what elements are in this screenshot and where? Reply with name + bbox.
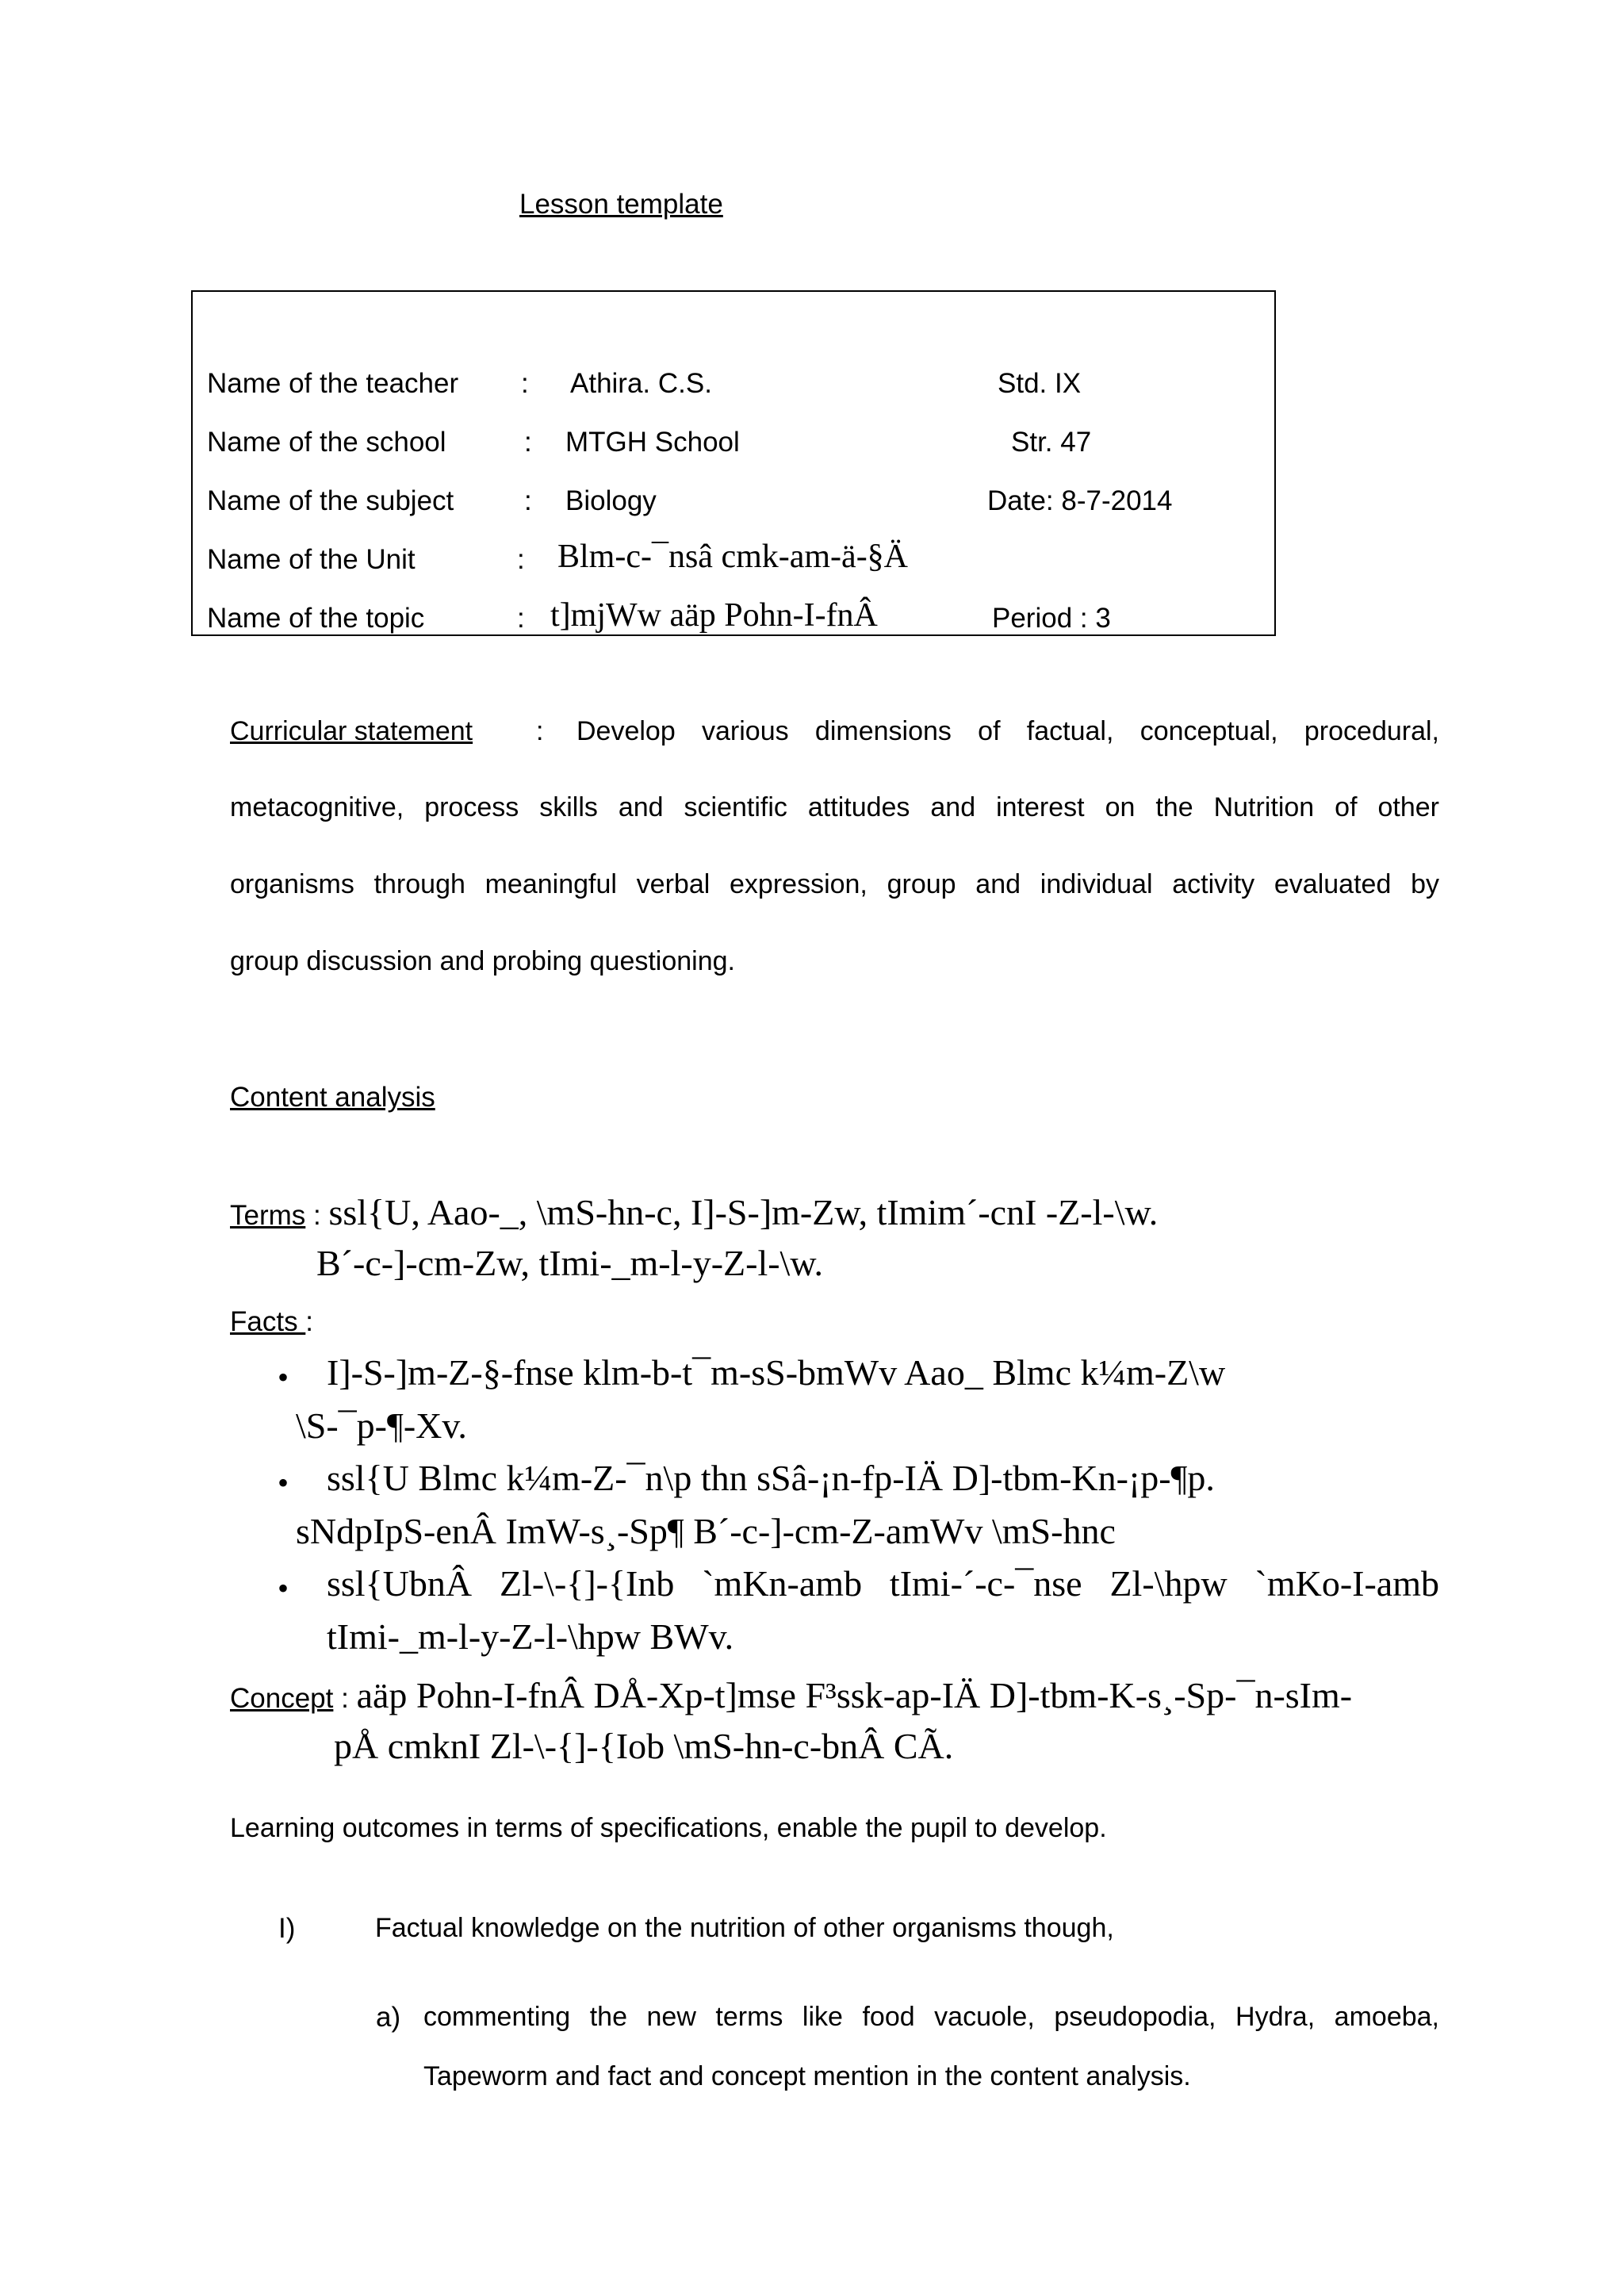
fact-3-line-2: tImi-_m-l-y-Z-l-\hpw BWv. [327,1616,734,1657]
bullet-icon: • [278,1465,289,1501]
teacher-value: Athira. C.S. [570,368,712,399]
concept-label: Concept [230,1683,334,1714]
curricular-label: Curricular statement [230,716,473,746]
concept-text-2: pÅ cmknI Zl-\-{]-{Iob \mS-hn-c-bnÂ CÃ. [334,1726,954,1766]
facts-separator: : [305,1306,314,1337]
fact-3-line-1: ssl{UbnÂ Zl-\-{]-{Inb `mKn-amb tImi-´-c-¯nse Zl-\hpw `mKo-I-amb [327,1563,1439,1604]
topic-label: Name of the topic [207,603,425,634]
sub-item-line-1: commenting the new terms like food vacuole, pseudopodia, Hydra, amoeba, [423,2002,1439,2032]
facts-label: Facts [230,1306,306,1337]
terms-separator: : [305,1200,329,1231]
curricular-line-2: metacognitive, process skills and scientific attitudes and interest on the Nutrition of other [230,792,1439,822]
curricular-line-4: group discussion and probing questioning. [230,946,736,976]
bullet-icon: • [278,1359,289,1395]
page-title: Lesson template [519,189,723,220]
item-number: I) [278,1913,296,1944]
date-value: Date: 8-7-2014 [987,485,1173,516]
curricular-colon: : [536,716,544,746]
subject-value: Biology [565,485,657,516]
std-value: Std. IX [998,368,1082,399]
subject-colon: : [524,485,532,516]
fact-2-line-2: sNdpIpS-enÂ ImW-s¸-Sp¶ B´-c-]-cm-Z-amWv \mS-hnc [296,1511,1116,1551]
curricular-line-1: Develop various dimensions of factual, conceptual, procedural, [576,716,1439,746]
sub-item-letter: a) [376,2002,401,2033]
fact-1-line-1: I]-S-]m-Z-§-fnse klm-b-t¯m-sS-bmWv Aao_ Blmc k¼m-Z\w [327,1352,1226,1393]
topic-value: t]mjWw aäp Pohn-I-fnÂ [550,597,878,634]
unit-value: Blm-c-¯nsâ cmk-am-ä-§Ä [557,539,909,575]
terms-line-1 [230,1191,1158,1233]
unit-label: Name of the Unit [207,544,416,575]
school-colon: : [524,427,532,458]
item-text: Factual knowledge on the nutrition of other organisms though, [375,1913,1114,1943]
fact-2-line-1: ssl{U Blmc k¼m-Z-¯n\p thn sSâ-¡n-fp-IÄ D]-tbm-Kn-¡p-¶p. [327,1458,1215,1498]
teacher-label: Name of the teacher [207,368,459,399]
curricular-line-3: organisms through meaningful verbal expression, group and individual activity evaluated by [230,869,1439,899]
teacher-colon: : [521,368,529,399]
info-box [191,290,1276,636]
topic-colon: : [517,603,525,634]
concept-text-1: aäp Pohn-I-fnÂ DÅ-Xp-t]mse F³ssk-ap-IÄ D]-tbm-K-s¸-Sp-¯n-sIm- [356,1675,1353,1715]
subject-label: Name of the subject [207,485,454,516]
terms-label: Terms [230,1200,306,1231]
concept-separator: : [333,1683,357,1714]
sub-item-line-2: Tapeworm and fact and concept mention in the content analysis. [423,2061,1191,2091]
learning-intro: Learning outcomes in terms of specifications, enable the pupil to develop. [230,1813,1107,1843]
terms-text-2: B´-c-]-cm-Zw, tImi-_m-l-y-Z-l-\w. [316,1243,824,1283]
fact-1-line-2: \S-¯p-¶-Xv. [296,1405,467,1446]
str-value: Str. 47 [1011,427,1092,458]
concept-line-1 [230,1674,1352,1716]
bullet-icon: • [278,1570,289,1606]
school-label: Name of the school [207,427,446,458]
terms-text-1: ssl{U, Aao-_, \mS-hn-c, I]-S-]m-Zw, tImim´-cnI -Z-l-\w. [328,1192,1159,1232]
period-value: Period : 3 [992,603,1111,634]
content-analysis-heading: Content analysis [230,1082,435,1113]
facts-heading [230,1306,313,1338]
unit-colon: : [517,544,525,575]
school-value: MTGH School [565,427,740,458]
